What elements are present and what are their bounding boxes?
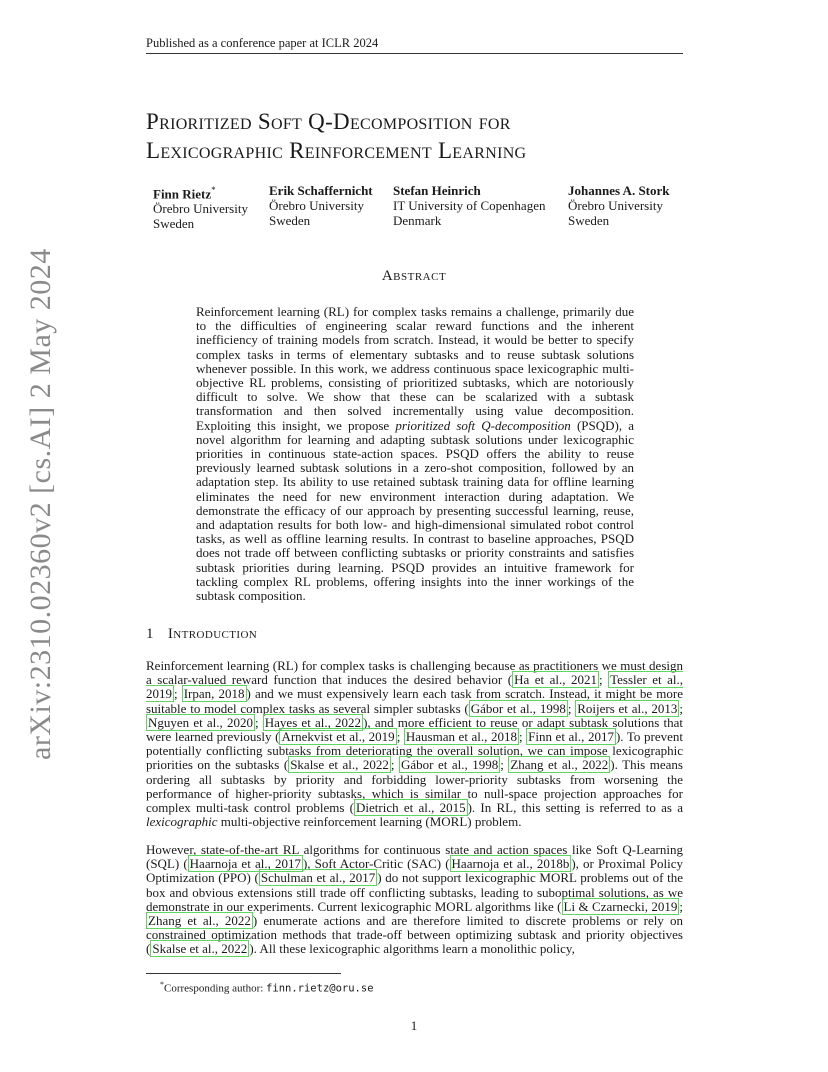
citation-link[interactable]: Hayes et al., 2022 xyxy=(264,714,362,730)
citation-link[interactable]: Tessler et al., 2019 xyxy=(146,672,683,702)
header-rule xyxy=(146,53,683,54)
citation-link[interactable]: Gábor et al., 1998 xyxy=(470,700,566,716)
psqd-term: prioritized soft Q-decomposition xyxy=(395,417,571,433)
lexicographic-term: lexicographic xyxy=(146,814,218,830)
author-affiliation: Örebro University xyxy=(269,198,364,213)
author-country: Sweden xyxy=(153,216,195,232)
citation-link[interactable]: Nguyen et al., 2020 xyxy=(148,714,253,730)
citation-link[interactable]: Li & Czarnecki, 2019 xyxy=(563,898,678,914)
footnote-label: Corresponding author: xyxy=(164,982,267,995)
page-number: 1 xyxy=(410,1018,418,1033)
author-affiliation: IT University of Copenhagen xyxy=(393,198,546,213)
section-number: 1 xyxy=(146,626,154,642)
author-3 xyxy=(393,183,545,228)
author-affiliation: Örebro University xyxy=(568,198,663,213)
citation-link[interactable]: Haarnoja et al., 2018b xyxy=(451,856,570,872)
citation-link[interactable]: Zhang et al., 2022 xyxy=(510,757,609,773)
abstract-body: Reinforcement learning (RL) for complex tasks remains a challenge, primarily due to the difficulties of engineering scalar reward functions and the inherent inefficiency of training models from scratch. Instead, it would be better to specify complex tasks in terms of elementary subtasks and to reuse subtask solutions whenever possible. In this work, we address continuous space lexicographic multi-objective RL problems, consisting of prioritized subtasks, which are notoriously difficult to solve. We show that these can be scalarized with a subtask transformation and then solved incrementally using value decomposition. Exploiting this insight, we propose prioritized soft Q-decomposition (PSQD), a novel algorithm for learning and adapting subtask solutions under lexicographic priorities in continuous state-action spaces. PSQD offers the ability to reuse previously learned subtask solutions in a zero-shot composition, followed by an adaptation step. Its ability to use retained subtask training data for offline learning eliminates the need for new environment interaction during adaptation. We demonstrate the efficacy of our approach by presenting successful learning, reuse, and adaptation results for both low- and high-dimensional simulated robot control tasks, as well as offline learning results. In contrast to baseline approaches, PSQD does not trade off between conflicting subtasks or priority constraints and satisfies subtask priorities during learning. PSQD provides an intuitive framework for tackling complex RL problems, offering insights into the inner workings of the subtask composition. xyxy=(196,304,634,604)
citation-link[interactable]: Gábor et al., 1998 xyxy=(400,757,499,773)
citation-link[interactable]: Zhang et al., 2022 xyxy=(148,913,251,929)
author-affiliation: Örebro University xyxy=(153,201,248,217)
author-country: Sweden xyxy=(568,213,610,228)
citation-link[interactable]: Roijers et al., 2013 xyxy=(577,700,678,716)
title-line-1: Prioritized Soft Q-Decomposition for xyxy=(146,109,511,134)
citation-link[interactable]: Finn et al., 2017 xyxy=(528,729,614,745)
citation-link[interactable]: Arnekvist et al., 2019 xyxy=(281,729,395,745)
running-head: Published as a conference paper at ICLR 2024 xyxy=(146,36,379,50)
citation-link[interactable]: Dietrich et al., 2015 xyxy=(356,800,466,816)
author-1 xyxy=(153,183,248,231)
citation-link[interactable]: Hausman et al., 2018 xyxy=(405,729,517,745)
author-name: Johannes A. Stork xyxy=(568,183,670,198)
footnote-rule xyxy=(146,973,341,974)
author-name: Stefan Heinrich xyxy=(393,183,481,198)
author-email: finn.rietz@oru.se xyxy=(266,982,374,995)
intro-paragraph-1: Reinforcement learning (RL) for complex tasks is challenging because as practitioners we must design a scalar-valued reward function that induces the desired behavior ( Ha et al., 2021 ; Tessler et al., 2019 ; Irpan, 2018 ) and we must expensively learn each task from scratch. Instead, it might be more suitable to model complex tasks as several simpler subtasks ( Gábor et al., 1998 ; Roijers et al., 2013 ; Nguyen et al., 2020 ; Hayes et al., 2022 ), and more efficient to reuse or adapt subtask solutions that were learned previously ( Arnekvist et al., 2019 ; Hausman et al., 2018 ; Finn et al., 2017 ). To prevent potentially conflicting subtasks from deteriorating the overall solution, we can impose lexicographic priorities on the subtasks ( Skalse et al., 2022 ; Gábor et al., 1998 ; Zhang et al., 2022 ). This means ordering all subtasks by priority and forbidding lower-priority subtasks from worsening the performance of higher-priority subtasks, which is similar to null-space projection approaches for complex multi-task control problems ( Dietrich et al., 2015 ). In RL, this setting is referred to as a lexicographic multi-objective reinforcement learning (MORL) problem. xyxy=(146,658,684,830)
author-country: Sweden xyxy=(269,213,311,228)
author-name: Erik Schaffernicht xyxy=(269,183,373,198)
section-heading xyxy=(146,626,257,643)
paper-title xyxy=(146,107,706,165)
citation-link[interactable]: Ha et al., 2021 xyxy=(514,672,597,688)
citation-link[interactable]: Schulman et al., 2017 xyxy=(260,870,376,886)
citation-link[interactable]: Skalse et al., 2022 xyxy=(290,757,389,773)
intro-paragraph-2: However, state-of-the-art RL algorithms for continuous state and action spaces like Soft Q-Learning (SQL) ( Haarnoja et al., 2017 ), Soft Actor-Critic (SAC) ( Haarnoja et al., 2018b ), or Proximal Policy Optimization (PPO) ( Schulman et al., 2017 ) do not support lexicographic MORL problems out of the box and obvious extensions still trade off conflicting subtasks, leading to suboptimal solutions, as we demonstrate in our experiments. Current lexicographic MORL algorithms like ( Li & Czarnecki, 2019 ; Zhang et al., 2022 ) enumerate actions and are therefore limited to discrete problems or rely on constrained optimization methods that trade-off between optimizing subtask and priority objectives ( Skalse et al., 2022 ). All these lexicographic algorithms learn a monolithic policy, xyxy=(146,842,684,957)
footnote-mark: * xyxy=(160,980,164,989)
citation-link[interactable]: Irpan, 2018 xyxy=(183,686,245,702)
abstract-heading: Abstract xyxy=(381,268,447,284)
section-title: Introduction xyxy=(167,626,258,642)
author-2 xyxy=(269,183,373,228)
footnote xyxy=(160,978,374,996)
citation-link[interactable]: Skalse et al., 2022 xyxy=(152,941,248,957)
title-line-2: Lexicographic Reinforcement Learning xyxy=(146,138,527,163)
author-name: Finn Rietz* xyxy=(153,185,216,202)
citation-link[interactable]: Haarnoja et al., 2017 xyxy=(189,856,301,872)
arxiv-identifier: arXiv:2310.02360v2 [cs.AI] 2 May 2024 xyxy=(24,248,57,760)
author-country: Denmark xyxy=(393,213,442,228)
author-mark: * xyxy=(211,185,216,195)
author-4 xyxy=(568,183,670,228)
